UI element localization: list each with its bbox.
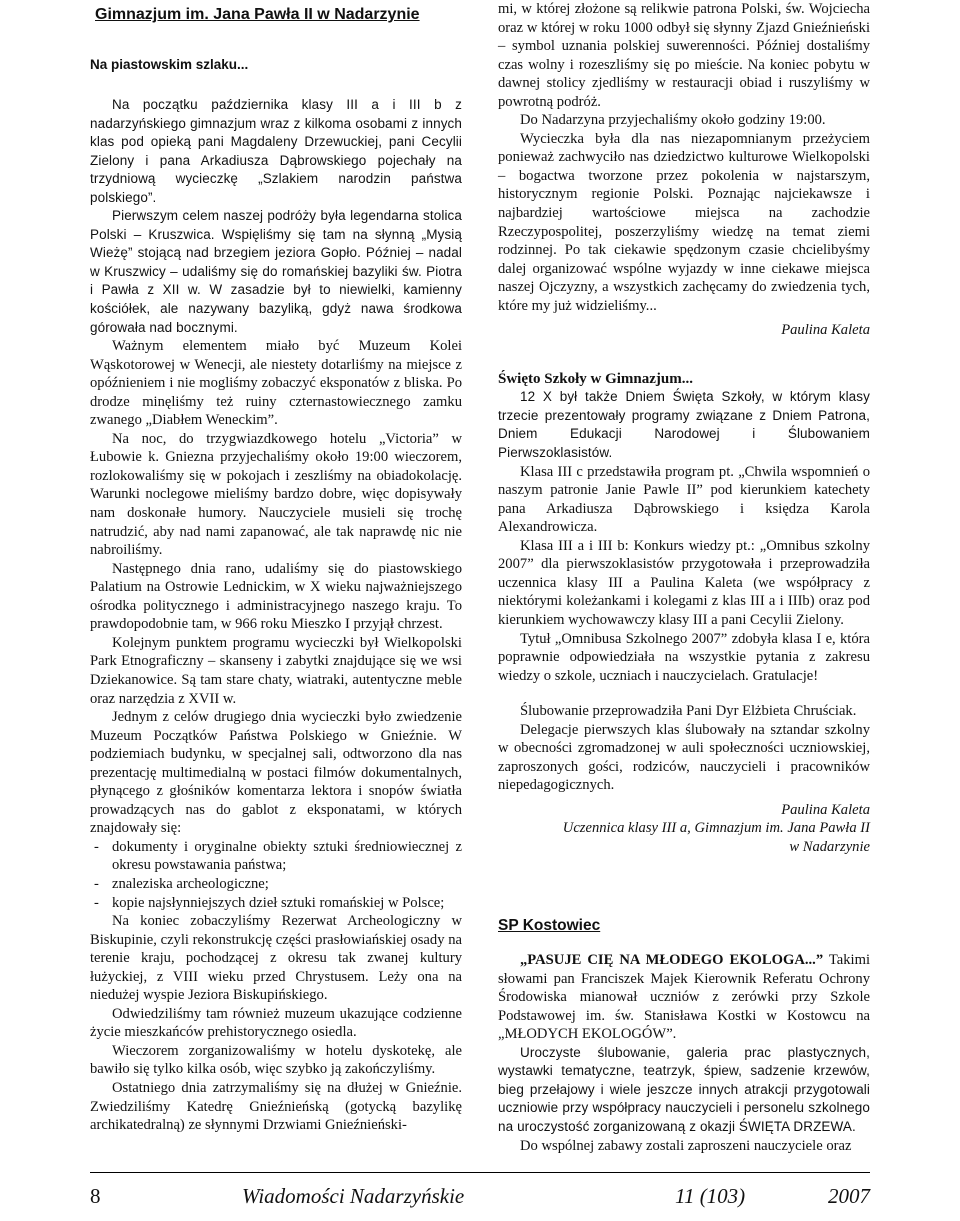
paragraph: mi, w której złożone są relikwie patrona Polski, św. Wojciecha oraz w której w roku 1000 odbył się słynny Zjazd Gnieźnieński – symbol uznania polskiej suwerenności. Później dostaliśmy czas wolny i rozeszliśmy się po mieście. Na koniec pobytu w dawnej stolicy zjedliśmy w restauracji obiad i ruszyliśmy w powrotną podróż. xyxy=(498,1,870,110)
page-number: 8 xyxy=(90,1184,101,1208)
list-item: - kopie najsłynniejszych dzieł sztuki romańskiej w Polsce; xyxy=(94,894,445,911)
paragraph: Ślubowanie przeprowadziła Pani Dyr Elżbieta Chruściak. xyxy=(520,703,857,720)
paragraph: 12 X był także Dniem Święta Szkoły, w którym klasy trzecie prezentowały programy związane z Dniem Patrona, Dniem Edukacji Narodowej i Ślubowaniem Pierwszoklasistów. xyxy=(498,389,870,461)
paragraph: Klasa III a i III b: Konkurs wiedzy pt.: „Omnibus szkolny 2007” dla pierwszoklasistów przygotowała i przeprowadziła uczennica klasy III a Paulina Kaleta (we współpracy z niektórymi koleżankami i kolegami z klas III a i IIIb) oraz pod kierunkiem wychowawczy klasy III a pani Cecylii Zielony. xyxy=(498,537,870,628)
paragraph: Na początku października klasy III a i III b z nadarzyńskiego gimnazjum wraz z kilkoma osobami z innych klas pod opieką pani Magdaleny Drzewuckiej, pani Cecylii Zielony i pana Arkadiusza Dąbrowskiego pojechały na trzydniową wycieczkę „Szlakiem narodzin państwa polskiego”. xyxy=(90,97,462,205)
issue-number: 11 (103) xyxy=(675,1184,746,1208)
paragraph: Uroczyste ślubowanie, galeria prac plastycznych, wystawki tematyczne, teatrzyk, śpiew, sadzenie krzewów, bieg przełajowy i wiele jeszcze innych atrakcji przygotowali uczniowie przy współpracy nauczycieli i personelu szkolnego na uroczystość zorganizowaną z okazji ŚWIĘTA DRZEWA. xyxy=(498,1044,870,1134)
paragraph: Do Nadarzyna przyjechaliśmy około godziny 19:00. xyxy=(520,112,826,129)
left-column xyxy=(90,0,462,1135)
paragraph: Ostatniego dnia zatrzymaliśmy się na dłużej w Gnieźnie. Zwiedziliśmy Katedrę Gnieźnieńską (gotycką bazylikę archikatedralną) ze słynnymi Drzwiami Gnieźnieński- xyxy=(90,1079,462,1134)
signature-role: Uczennica klasy III a, Gimnazjum im. Jana Pawła II xyxy=(562,820,870,837)
paragraph: Na noc, do trzygwiazdkowego hotelu „Victoria” w Łubowie k. Gniezna przyjechaliśmy około 19:00 wieczorem, rozlokowaliśmy się w pokojach i zeszliśmy na obiadokolację. Warunki noclegowe mieliśmy bardzo dobre, więc dopisywały nam doskonałe humory. Nauczyciele musieli się trochę natrudzić, aby nad nami zapanować, ale tak naprawdę nic nie nabroiliśmy. xyxy=(90,430,462,559)
footer-rule xyxy=(90,1172,870,1173)
section-heading: Święto Szkoły w Gimnazjum... xyxy=(498,370,693,387)
publication-title: Wiadomości Nadarzyńskie xyxy=(242,1184,465,1208)
article-title: Na piastowskim szlaku... xyxy=(90,57,249,72)
paragraph: Jednym z celów drugiego dnia wycieczki było zwiedzenie Muzeum Początków Państwa Polskiego w Gnieźnie. W podziemiach budynku, w specjalnej sali, odtworzono dla nas prezentację multimedialną w postaci filmów dokumentalnych, płynącego z głośników komentarza lektora i snopów światła prowadzących nas do gablot z eksponatami, w których znajdowały się: xyxy=(90,709,462,837)
paragraph: Na koniec zobaczyliśmy Rezerwat Archeologiczny w Biskupinie, czyli rekonstrukcję części prasłowiańskiej osady na terenie kraju, pochodzącej z okresu tak zwanej kultury łużyckiej, z VIII wieku przed Chrystusem. Leży ona na niedużej wyspie Jeziora Biskupińskiego. xyxy=(90,913,462,1004)
exhibit-list xyxy=(90,838,462,912)
paragraph: Następnego dnia rano, udaliśmy się do piastowskiego Palatium na Ostrowie Lednickim, w X wieku najważniejszego ośrodka politycznego i administracyjnego naszego kraju. To prawdopodobnie tam, w 966 roku Mieszko I przyjął chrzest. xyxy=(90,560,462,633)
paragraph: Delegacje pierwszych klas ślubowały na sztandar szkolny w obecności zgromadzonej w auli społeczności uczniowskiej, zaproszonych gości, rodziców, nauczycieli i pracowników niepedagogicznych. xyxy=(498,721,870,794)
signature-place: w Nadarzynie xyxy=(789,838,870,855)
signature: Paulina Kaleta xyxy=(781,801,870,818)
paragraph: Klasa III c przedstawiła program pt. „Chwila wspomnień o naszym patronie Janie Pawle II” pod kierunkiem katechety pana Arkadiusza Dąbrowskiego i księdza Karola Alexandrowicza. xyxy=(498,463,870,536)
signature: Paulina Kaleta xyxy=(781,322,870,339)
right-column xyxy=(498,0,870,1155)
paragraph: Kolejnym punktem programu wycieczki był Wielkopolski Park Etnograficzny – skanseny i zabytki znajdujące się we wsi Dziekanowice. Są tam stare chaty, wiatraki, autentyczne meble oraz narzędzia z XVII w. xyxy=(90,634,462,707)
list-item: - dokumenty i oryginalne obiekty sztuki średniowiecznej z okresu powstawania państwa; xyxy=(94,838,462,874)
paragraph: Do wspólnej zabawy zostali zaproszeni nauczyciele oraz xyxy=(520,1137,852,1154)
issue-year: 2007 xyxy=(828,1184,870,1208)
paragraph: Pierwszym celem naszej podróży była legendarna stolica Polski – Kruszwica. Wspięliśmy się tam na słynną „Mysią Wieżę” stojącą nad brzegiem jeziora Gopło. Później – nadal w Kruszwicy – udaliśmy się do romańskiej bazyliki św. Piotra i Pawła z XII w. W zasadzie był to niewielki, kamienny kościółek, ale nazywany bazyliką, gdyż nawa środkowa górowała nad bocznymi. xyxy=(90,208,462,335)
section-heading: SP Kostowiec xyxy=(498,916,601,934)
paragraph: „PASUJE CIĘ NA MŁODEGO EKOLOGA...” Takimi słowami pan Franciszek Majek Kierownik Referatu Ochrony Środowiska mianował uczniów z zerówki przy Szkole Podstawowej im. św. Stanisława Kostki w Kostowcu na „MŁODYCH EKOLOGÓW”. xyxy=(498,952,871,1043)
paragraph: Odwiedziliśmy tam również muzeum ukazujące codzienne życie mieszkańców prehistorycznego osiedla. xyxy=(90,1005,462,1041)
paragraph: Wieczorem zorganizowaliśmy w hotelu dyskotekę, ale bawiło się tylko kilka osób, więc szybko ją zakończyliśmy. xyxy=(90,1042,462,1078)
page-footer xyxy=(90,1184,870,1214)
paragraph: Wycieczka była dla nas niezapomnianym przeżyciem ponieważ zachwyciło nas dziedzictwo kulturowe Wielkopolski – bogactwa tworzone przez pokolenia w najstarszym, historycznym regionie Polski. Poznając najciekawsze i najbardziej wartościowe miejsca na zachodzie Rzeczypospolitej, poszerzyliśmy wiedzę na temat ziemi rodzinnej. Po tak ciekawie spędzonym czasie chcielibyśmy dalej organizować wspólne wyjazdy w inne ciekawe miejsca naszej Ojczyzny, a wszystkich zachęcamy do zwiedzenia tych, które my już widzieliśmy... xyxy=(498,130,870,314)
paragraph: Ważnym elementem miało być Muzeum Kolei Wąskotorowej w Wenecji, ale niestety dotarliśmy na miejsce z opóźnieniem i nie mogliśmy zobaczyć eksponatów z bliska. Po drodze minęliśmy też ruiny czternastowiecznego zamku zwanego „Diabłem Weneckim”. xyxy=(90,338,462,429)
masthead: Gimnazjum im. Jana Pawła II w Nadarzynie xyxy=(95,6,420,23)
list-item: - znaleziska archeologiczne; xyxy=(94,875,269,892)
paragraph: Tytuł „Omnibusa Szkolnego 2007” zdobyła klasa I e, która poprawnie odpowiedziała na wszystkie pytania z zakresu wiedzy o szkole, uczniach i nauczycielach. Gratulacje! xyxy=(498,630,870,684)
